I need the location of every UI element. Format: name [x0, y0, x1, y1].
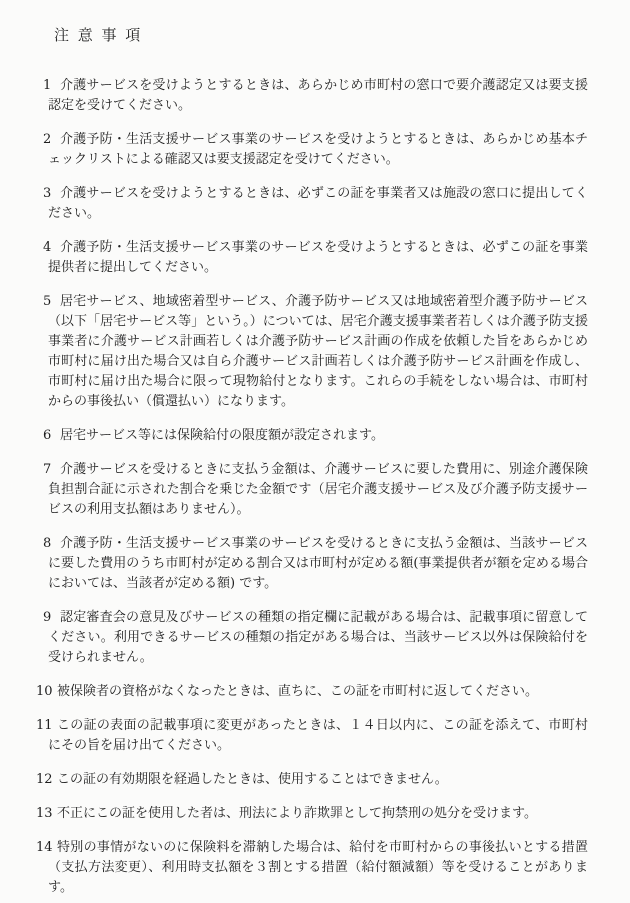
- list-item: [0, 130, 630, 170]
- item-text: この証の表面の記載事項に変更があったときは、１４日以内に、この証を添えて、市町村にその旨を届け出てください。: [48, 718, 588, 753]
- item-text: 介護サービスを受けようとするときは、必ずこの証を事業者又は施設の窓口に提出してください。: [48, 186, 588, 221]
- list-item: [0, 76, 630, 116]
- item-number: 2: [43, 132, 52, 147]
- item-text: 介護予防・生活支援サービス事業のサービスを受けようとするときは、必ずこの証を事業提供者に提出してください。: [48, 240, 588, 275]
- item-number: 10: [36, 684, 53, 699]
- item-number: 3: [43, 186, 52, 201]
- list-item: [0, 184, 630, 224]
- list-item: [0, 804, 630, 824]
- item-number: 13: [36, 806, 53, 821]
- item-number: 7: [43, 462, 52, 477]
- list-item: [0, 426, 630, 446]
- item-text: 介護予防・生活支援サービス事業のサービスを受けるときに支払う金額は、当該サービスに要した費用のうち市町村が定める割合又は市町村が定める額(事業提供者が額を定める場合においては、当該者が定める額) です。: [48, 536, 588, 591]
- list-item: [0, 838, 630, 898]
- item-number: 11: [36, 718, 53, 733]
- item-text: この証の有効期限を経過したときは、使用することはできません。: [57, 772, 448, 787]
- list-item: [0, 608, 630, 668]
- item-number: 12: [36, 772, 53, 787]
- page-title: 注 意 事 項: [54, 26, 143, 44]
- list-item: [0, 460, 630, 520]
- item-number: 9: [43, 610, 52, 625]
- list-item: [0, 238, 630, 278]
- notes-list: [0, 76, 630, 898]
- item-text: 被保険者の資格がなくなったときは、直ちに、この証を市町村に返してください。: [57, 684, 539, 699]
- list-item: [0, 682, 630, 702]
- list-item: [0, 534, 630, 594]
- item-number: 14: [36, 840, 53, 855]
- list-item: [0, 292, 630, 412]
- item-number: 5: [43, 294, 52, 309]
- item-text: 介護予防・生活支援サービス事業のサービスを受けようとするときは、あらかじめ基本チェックリストによる確認又は要支援認定を受けてください。: [48, 132, 588, 167]
- item-number: 8: [43, 536, 52, 551]
- item-text: 特別の事情がないのに保険料を滞納した場合は、給付を市町村からの事後払いとする措置（支払方法変更）、利用時支払額を３割とする措置（給付額減額）等を受けることがあります。: [48, 840, 588, 895]
- list-item: [0, 716, 630, 756]
- item-text: 介護サービスを受けるときに支払う金額は、介護サービスに要した費用に、別途介護保険負担割合証に示された割合を乗じた金額です（居宅介護支援サービス及び介護予防支援サービスの利用支払額はありません）。: [48, 462, 588, 517]
- item-text: 不正にこの証を使用した者は、刑法により詐欺罪として拘禁刑の処分を受けます。: [57, 806, 537, 821]
- list-item: [0, 770, 630, 790]
- item-number: 4: [43, 240, 52, 255]
- item-number: 6: [43, 428, 52, 443]
- item-text: 認定審査会の意見及びサービスの種類の指定欄に記載がある場合は、記載事項に留意してください。利用できるサービスの種類の指定がある場合は、当該サービス以外は保険給付を受けられません。: [48, 610, 588, 665]
- item-number: 1: [43, 78, 52, 93]
- item-text: 居宅サービス等には保険給付の限度額が設定されます。: [60, 428, 384, 443]
- item-text: 介護サービスを受けようとするときは、あらかじめ市町村の窓口で要介護認定又は要支援認定を受けてください。: [48, 78, 588, 113]
- item-text: 居宅サービス、地域密着型サービス、介護予防サービス又は地域密着型介護予防サービス（以下「居宅サービス等」という。）については、居宅介護支援事業者若しくは介護予防支援事業者に介護サービス計画若しくは介護予防サービス計画の作成を依頼した旨をあらかじめ市町村に届け出た場合又は自ら介護サービス計画若しくは介護予防サービス計画を作成し、市町村に届け出た場合に限って現物給付となります。これらの手続をしない場合は、市町村からの事後払い（償還払い）になります。: [48, 294, 588, 409]
